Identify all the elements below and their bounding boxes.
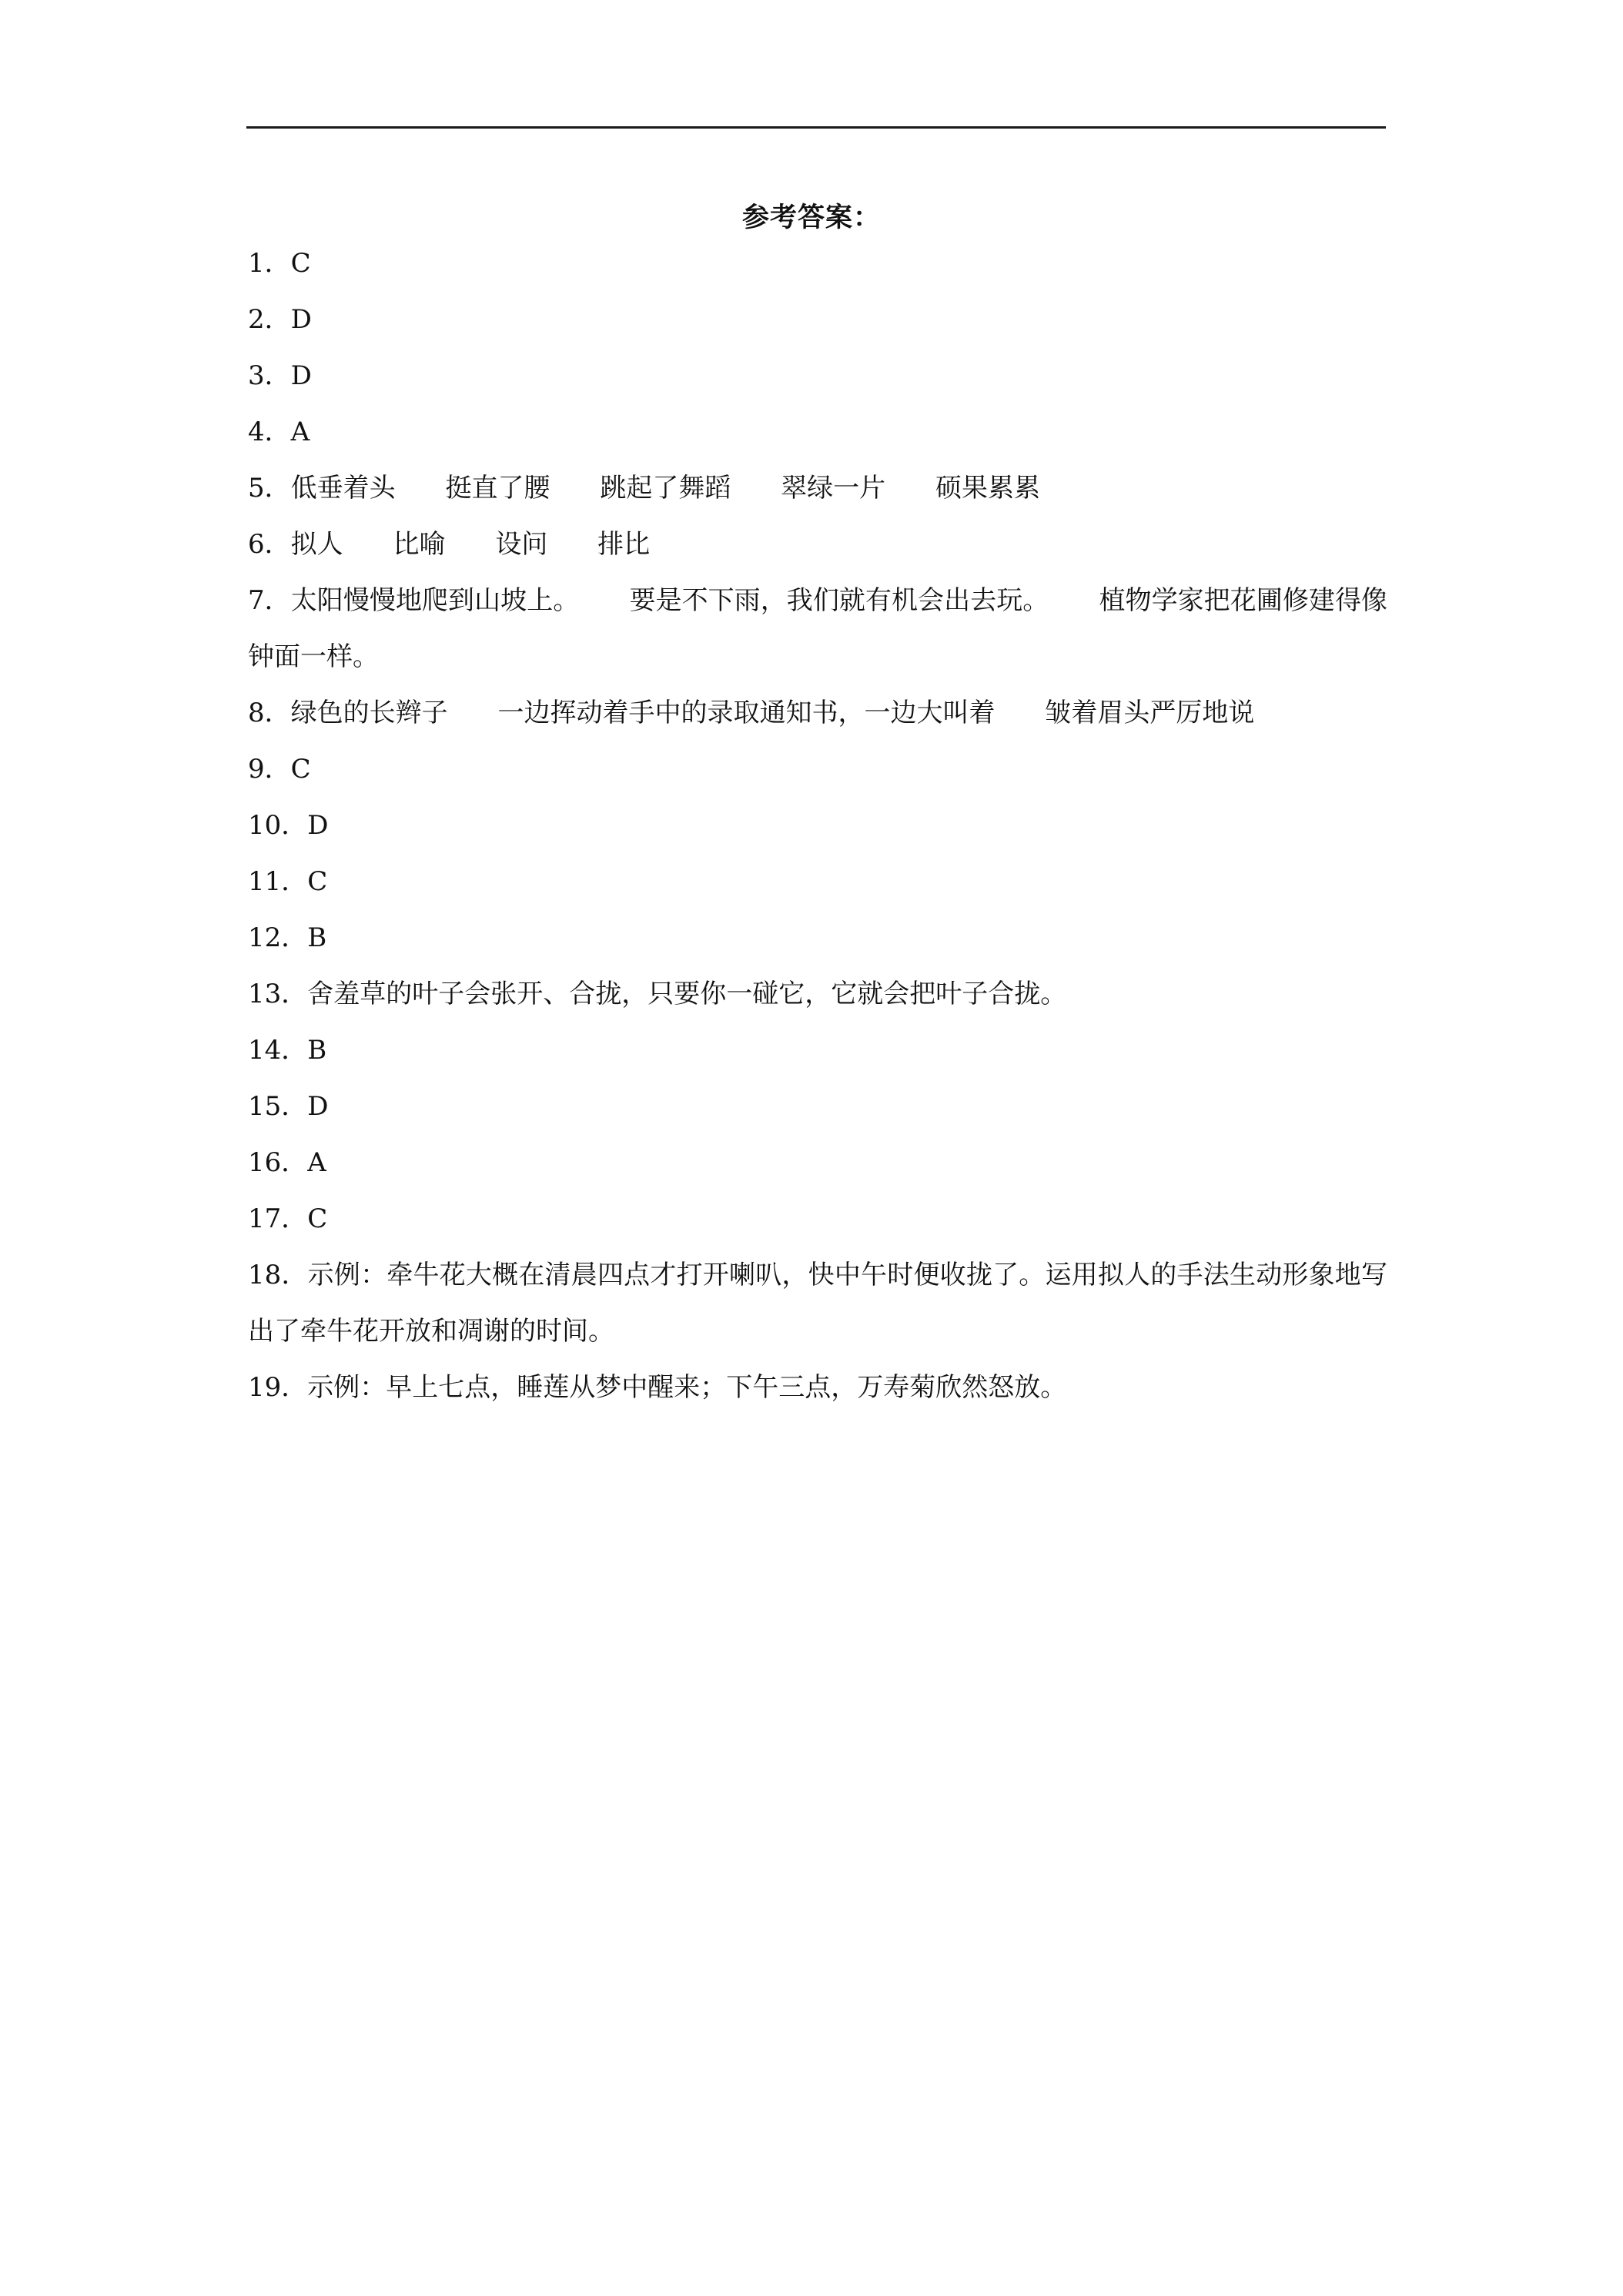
answer-item-13: 13．舍羞草的叶子会张开、合拢，只要你一碰它，它就会把叶子合拢。	[248, 979, 1067, 1009]
answer-item-16: 16．A	[248, 1147, 326, 1178]
answer-item-12: 12．B	[248, 922, 327, 953]
answer-item-18: 18．示例：牵牛花大概在清晨四点才打开喇叭，快中午时便收拢了。运用拟人的手法生动形象地写出了牵牛花开放和凋谢的时间。	[248, 1260, 1387, 1347]
page-title: 参考答案：	[741, 202, 881, 233]
answer-item-8: 8．绿色的长辫子 一边挥动着手中的录取通知书，一边大叫着 皱着眉头严厉地说	[248, 698, 1255, 728]
answer-item-4: 4．A	[248, 417, 310, 447]
answer-item-9: 9．C	[248, 754, 311, 785]
answer-item-11: 11．C	[248, 866, 328, 897]
answer-item-7: 7．太阳慢慢地爬到山坡上。 要是不下雨，我们就有机会出去玩。 植物学家把花圃修建得像钟面一样。	[248, 585, 1387, 672]
answer-item-15: 15．D	[248, 1091, 329, 1122]
header-rule	[246, 126, 1386, 129]
answer-item-19: 19．示例：早上七点，睡莲从梦中醒来；下午三点，万寿菊欣然怒放。	[248, 1372, 1067, 1403]
answer-item-2: 2．D	[248, 304, 312, 335]
answer-item-5: 5．低垂着头 挺直了腰 跳起了舞蹈 翠绿一片 硕果累累	[248, 473, 1041, 504]
answer-item-17: 17．C	[248, 1203, 328, 1234]
answer-item-6: 6．拟人 比喻 设问 排比	[248, 529, 651, 560]
answer-list	[248, 236, 1387, 1416]
answer-item-10: 10．D	[248, 810, 329, 841]
answer-item-1: 1．C	[248, 248, 311, 279]
answer-item-14: 14．B	[248, 1035, 327, 1066]
answer-item-3: 3．D	[248, 360, 312, 391]
